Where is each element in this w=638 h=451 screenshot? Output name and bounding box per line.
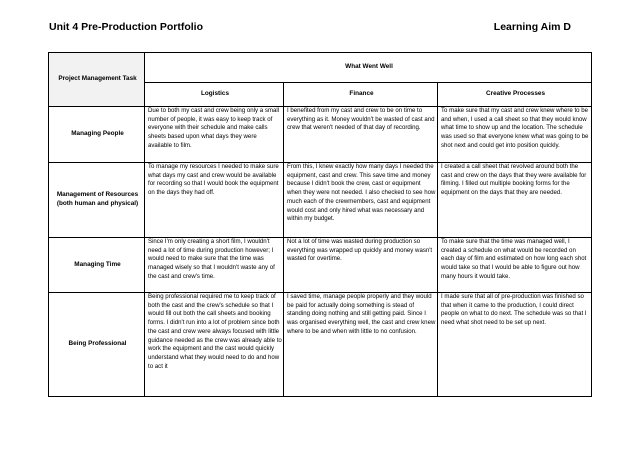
finance-column-header: Finance (284, 83, 438, 107)
finance-cell: I saved time, manage people properly and they would be paid for actually doing something is stead of standing doing nothing and still getting paid. Since I was organised everything well, the cast and crew knew where to be and when with little to no confusion. (284, 293, 438, 397)
task-cell: Managing Time (49, 238, 145, 293)
task-cell: Being Professional (49, 293, 145, 397)
creative-processes-cell: To make sure that the time was managed well, I created a schedule on what would be recorded on each day of film and estimated on how long each shot would take so that I would be able to figure out how many hours it would take. (438, 238, 592, 293)
table-group-header-row (49, 53, 592, 83)
task-cell: Managing People (49, 107, 145, 163)
logistics-column-header: Logistics (145, 83, 284, 107)
project-management-table (48, 52, 592, 397)
creative-processes-column-header: Creative Processes (438, 83, 592, 107)
finance-cell: From this, I knew exactly how many days I needed the equipment, cast and crew. This save time and money because I didn't book the crew, cast or equipment when they were not needed. I also checked to see how much each of the crewmembers, cast and equipment would cost and only hired what was necessary and within my budget. (284, 163, 438, 238)
finance-cell: Not a lot of time was wasted during production so everything was wrapped up quickly and money wasn't wasted for overtime. (284, 238, 438, 293)
table-row (49, 293, 592, 397)
finance-cell: I benefited from my cast and crew to be on time to everything as it. Money wouldn't be wasted of cast and crew that weren't needed of that day of recording. (284, 107, 438, 163)
logistics-cell: To manage my resources I needed to make sure what days my cast and crew would be available for recording so that I would book the equipment on the days they had off. (145, 163, 284, 238)
learning-aim-title: Learning Aim D (493, 21, 571, 33)
creative-processes-cell: I created a call sheet that revolved around both the cast and crew on the days that they were available for filming. I filled out multiple booking forms for the equipment on the days that they are needed. (438, 163, 592, 238)
table-row (49, 163, 592, 238)
document-title: Unit 4 Pre-Production Portfolio (49, 21, 203, 33)
creative-processes-cell: To make sure that my cast and crew knew where to be and when, I used a call sheet so that they would know what time to show up and the location. The schedule was used so that everyone knew what was going to be shot next and could get into position quickly. (438, 107, 592, 163)
task-cell: Management of Resources (both human and physical) (49, 163, 145, 238)
task-column-header: Project Management Task (49, 53, 145, 107)
table-row (49, 107, 592, 163)
logistics-cell: Since I'm only creating a short film, I wouldn't need a lot of time during production however; I would need to make sure that the time was managed wisely so that I wouldn't waste any of the cast and crew's time. (145, 238, 284, 293)
logistics-cell: Due to both my cast and crew being only a small number of people, it was easy to keep track of everyone with their schedule and make calls sheets based upon what days they were available to film. (145, 107, 284, 163)
creative-processes-cell: I made sure that all of pre-production was finished so that when it came to the production, I could direct people on what to do next. The schedule was so that I need what shot need to be set up next. (438, 293, 592, 397)
what-went-well-header: What Went Well (145, 53, 592, 83)
logistics-cell: Being professional required me to keep track of both the cast and the crew's schedule so that I would fill out both the call sheets and booking forms. I didn't run into a lot of problem since both the cast and crew were always focused with little guidance needed as the crew was already able to work the equipment and the cast would quickly understand what they would need to do and how to act it (145, 293, 284, 397)
table-row (49, 238, 592, 293)
